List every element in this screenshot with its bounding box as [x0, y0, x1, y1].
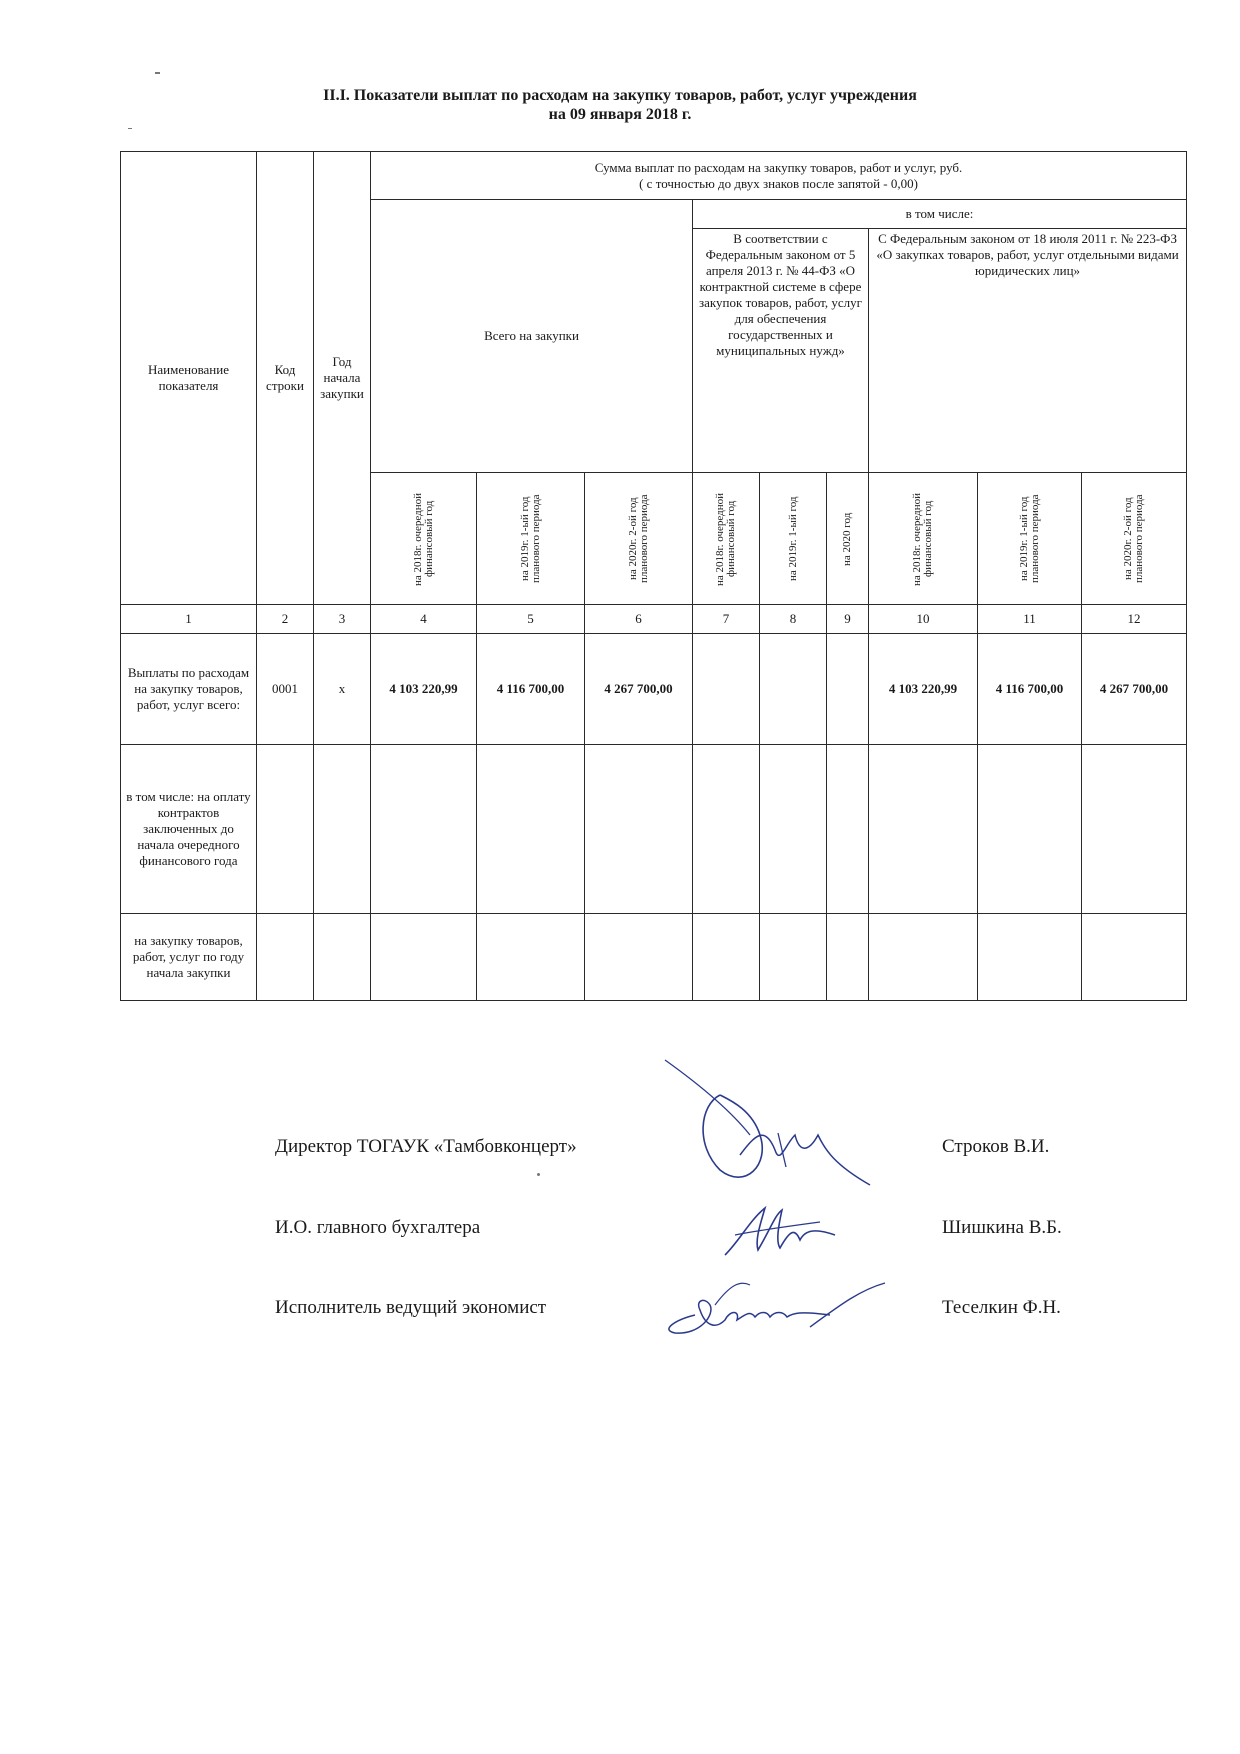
sum-group-text: Сумма выплат по расходам на закупку товаров, работ и услуг, руб. — [594, 159, 963, 175]
row-year: x — [314, 633, 371, 744]
row-name: Выплаты по расходам на закупку товаров, работ, услуг всего: — [121, 633, 257, 744]
value-cell — [869, 914, 978, 1001]
period-col-10: на 2018г. очередной финансовый год — [869, 473, 978, 605]
page-title — [0, 86, 1240, 124]
value-cell — [1082, 914, 1187, 1001]
period-col-6: на 2020г. 2-ой год планового периода — [585, 473, 693, 605]
value-cell — [585, 744, 693, 914]
row-year — [314, 914, 371, 1001]
header-fz44: В соответствии с Федеральным законом от 5 апреля 2013 г. № 44-ФЗ «О контрактной системе в сфере закупок товаров, работ, услуг для обеспечения государственных и муниципальных нужд» — [693, 228, 869, 472]
value-cell — [760, 914, 827, 1001]
value-cell — [978, 914, 1082, 1001]
col-number: 11 — [978, 605, 1082, 633]
col-number: 3 — [314, 605, 371, 633]
header-row-1 — [121, 152, 1187, 200]
header-including: в том числе: — [693, 200, 1187, 228]
value-cell — [693, 633, 760, 744]
value-cell: 4 267 700,00 — [585, 633, 693, 744]
row-code — [257, 914, 314, 1001]
value-cell — [371, 914, 477, 1001]
accountant-signature-icon — [720, 1200, 840, 1260]
col-number: 8 — [760, 605, 827, 633]
table-row — [121, 633, 1187, 744]
header-fz223: С Федеральным законом от 18 июля 2011 г. № 223-ФЗ «О закупках товаров, работ, услуг отдельными видами юридических лиц» — [869, 228, 1187, 472]
value-cell — [827, 633, 869, 744]
sum-precision-text: ( с точностью до двух знаков после запятой - 0,00) — [639, 175, 918, 191]
period-col-4: на 2018г. очередной финансовый год — [371, 473, 477, 605]
period-col-11: на 2019г. 1-ый год планового периода — [978, 473, 1082, 605]
period-col-12: на 2020г. 2-ой год планового периода — [1082, 473, 1187, 605]
executor-role: Исполнитель ведущий экономист — [275, 1297, 547, 1318]
row-name: в том числе: на оплату контрактов заключенных до начала очередного финансового года — [121, 744, 257, 914]
header-total: Всего на закупки — [371, 200, 693, 473]
accountant-name: Шишкина В.Б. — [942, 1217, 1062, 1238]
scan-speck — [537, 1173, 540, 1176]
header-code: Код строки — [257, 152, 314, 605]
header-year-start: Год начала закупки — [314, 152, 371, 605]
table-row — [121, 744, 1187, 914]
row-code — [257, 744, 314, 914]
director-name: Строков В.И. — [942, 1136, 1050, 1157]
table-row — [121, 914, 1187, 1001]
col-number: 4 — [371, 605, 477, 633]
column-number-row — [121, 605, 1187, 633]
value-cell — [827, 914, 869, 1001]
value-cell — [693, 744, 760, 914]
value-cell: 4 116 700,00 — [477, 633, 585, 744]
header-name: Наименование показателя — [121, 152, 257, 605]
executor-signature-icon — [655, 1275, 905, 1345]
scan-speck — [155, 72, 160, 74]
col-number: 7 — [693, 605, 760, 633]
value-cell — [477, 914, 585, 1001]
title-line-1: II.I. Показатели выплат по расходам на закупку товаров, работ, услуг учреждения — [323, 87, 917, 104]
value-cell — [477, 744, 585, 914]
value-cell — [371, 744, 477, 914]
value-cell — [585, 914, 693, 1001]
col-number: 2 — [257, 605, 314, 633]
col-number: 1 — [121, 605, 257, 633]
payments-table — [120, 151, 1187, 1001]
value-cell — [693, 914, 760, 1001]
period-col-5: на 2019г. 1-ый год планового периода — [477, 473, 585, 605]
value-cell — [827, 744, 869, 914]
title-line-2: на 09 января 2018 г. — [548, 106, 692, 123]
executor-name: Теселкин Ф.Н. — [942, 1297, 1061, 1318]
row-name: на закупку товаров, работ, услуг по году начала закупки — [121, 914, 257, 1001]
accountant-role: И.О. главного бухгалтера — [275, 1217, 481, 1238]
value-cell — [1082, 744, 1187, 914]
value-cell: 4 116 700,00 — [978, 633, 1082, 744]
col-number: 10 — [869, 605, 978, 633]
row-code: 0001 — [257, 633, 314, 744]
period-col-9: на 2020 год — [827, 473, 869, 605]
header-sum-group — [371, 152, 1187, 200]
col-number: 6 — [585, 605, 693, 633]
value-cell — [760, 633, 827, 744]
value-cell — [760, 744, 827, 914]
value-cell: 4 103 220,99 — [371, 633, 477, 744]
period-col-8: на 2019г. 1-ый год — [760, 473, 827, 605]
row-year — [314, 744, 371, 914]
value-cell — [869, 744, 978, 914]
col-number: 9 — [827, 605, 869, 633]
scan-speck — [128, 128, 132, 129]
period-col-7: на 2018г. очередной финансовый год — [693, 473, 760, 605]
director-signature-icon — [660, 1055, 880, 1195]
col-number: 12 — [1082, 605, 1187, 633]
director-role: Директор ТОГАУК «Тамбовконцерт» — [275, 1136, 577, 1157]
value-cell — [978, 744, 1082, 914]
value-cell: 4 267 700,00 — [1082, 633, 1187, 744]
value-cell: 4 103 220,99 — [869, 633, 978, 744]
col-number: 5 — [477, 605, 585, 633]
